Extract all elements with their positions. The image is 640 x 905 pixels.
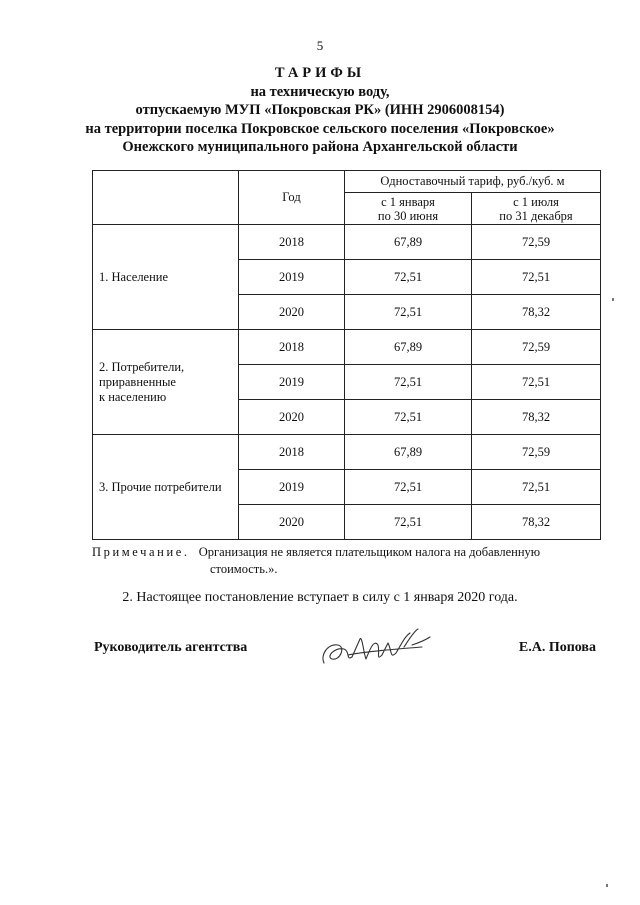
title-line: на техническую воду, xyxy=(250,83,390,100)
year-cell: 2020 xyxy=(239,295,345,330)
page-number: 5 xyxy=(316,38,324,53)
consumer-group-label-line: приравненные xyxy=(99,374,176,389)
table-row xyxy=(93,435,601,470)
table-row xyxy=(93,330,601,365)
period-header-line: с 1 июля xyxy=(513,194,559,209)
tariff-first-half-cell: 72,51 xyxy=(345,365,472,400)
tariff-first-half-cell: 72,51 xyxy=(345,470,472,505)
tariff-second-half-cell: 72,59 xyxy=(472,225,601,260)
table-header-empty xyxy=(93,171,239,225)
tariff-column-header: Одноставочный тариф, руб./куб. м xyxy=(345,171,601,193)
scan-mark xyxy=(612,298,614,301)
tariff-second-half-cell: 72,59 xyxy=(472,330,601,365)
tariff-second-half-cell: 72,51 xyxy=(472,260,601,295)
consumer-group-label-line: 2. Потребители, xyxy=(99,359,185,374)
note-label: Примечание. xyxy=(92,545,190,559)
year-cell: 2019 xyxy=(239,260,345,295)
tariff-table xyxy=(92,170,601,540)
period-header-second-half xyxy=(472,193,601,225)
document-title: ТАРИФЫ xyxy=(274,65,366,81)
effective-date-clause: 2. Настоящее постановление вступает в силу с 1 января 2020 года. xyxy=(122,590,518,605)
year-cell: 2018 xyxy=(239,435,345,470)
consumer-group-label-line: 3. Прочие потребители xyxy=(99,479,222,494)
tariff-second-half-cell: 72,51 xyxy=(472,470,601,505)
tariff-second-half-cell: 78,32 xyxy=(472,295,601,330)
handwritten-signature xyxy=(318,625,436,671)
scan-mark xyxy=(606,884,608,887)
year-cell: 2019 xyxy=(239,365,345,400)
year-cell: 2020 xyxy=(239,400,345,435)
period-header-line: по 31 декабря xyxy=(499,208,573,223)
table-row xyxy=(93,225,601,260)
tariff-second-half-cell: 78,32 xyxy=(472,400,601,435)
tariff-first-half-cell: 72,51 xyxy=(345,260,472,295)
consumer-group-label xyxy=(93,225,239,330)
title-block xyxy=(40,64,600,157)
year-column-header: Год xyxy=(239,171,345,225)
consumer-group-label-line: 1. Население xyxy=(99,269,169,284)
year-cell: 2018 xyxy=(239,225,345,260)
title-line: Онежского муниципального района Архангельской области xyxy=(122,139,518,156)
tariff-first-half-cell: 72,51 xyxy=(345,505,472,540)
tariff-first-half-cell: 67,89 xyxy=(345,225,472,260)
tariff-first-half-cell: 72,51 xyxy=(345,400,472,435)
year-cell: 2018 xyxy=(239,330,345,365)
consumer-group-label-line: к населению xyxy=(99,389,167,404)
tariff-second-half-cell: 72,51 xyxy=(472,365,601,400)
tariff-first-half-cell: 67,89 xyxy=(345,435,472,470)
note xyxy=(92,544,600,578)
tariff-second-half-cell: 72,59 xyxy=(472,435,601,470)
period-header-line: по 30 июня xyxy=(377,208,439,223)
note-line xyxy=(92,544,600,561)
title-line: на территории поселка Покровское сельского поселения «Покровское» xyxy=(85,120,555,137)
consumer-group-label xyxy=(93,330,239,435)
tariff-first-half-cell: 67,89 xyxy=(345,330,472,365)
period-header-line: с 1 января xyxy=(381,194,435,209)
signer-title: Руководитель агентства xyxy=(94,640,248,655)
consumer-group-label xyxy=(93,435,239,540)
year-cell: 2020 xyxy=(239,505,345,540)
note-line: стоимость.». xyxy=(210,562,278,576)
tariff-second-half-cell: 78,32 xyxy=(472,505,601,540)
note-text: Организация не является плательщиком налога на добавленную xyxy=(198,545,541,559)
signer-name: Е.А. Попова xyxy=(518,640,596,655)
tariff-first-half-cell: 72,51 xyxy=(345,295,472,330)
title-line: отпускаемую МУП «Покровская РК» (ИНН 2906008154) xyxy=(135,102,505,119)
year-cell: 2019 xyxy=(239,470,345,505)
period-header-first-half xyxy=(345,193,472,225)
